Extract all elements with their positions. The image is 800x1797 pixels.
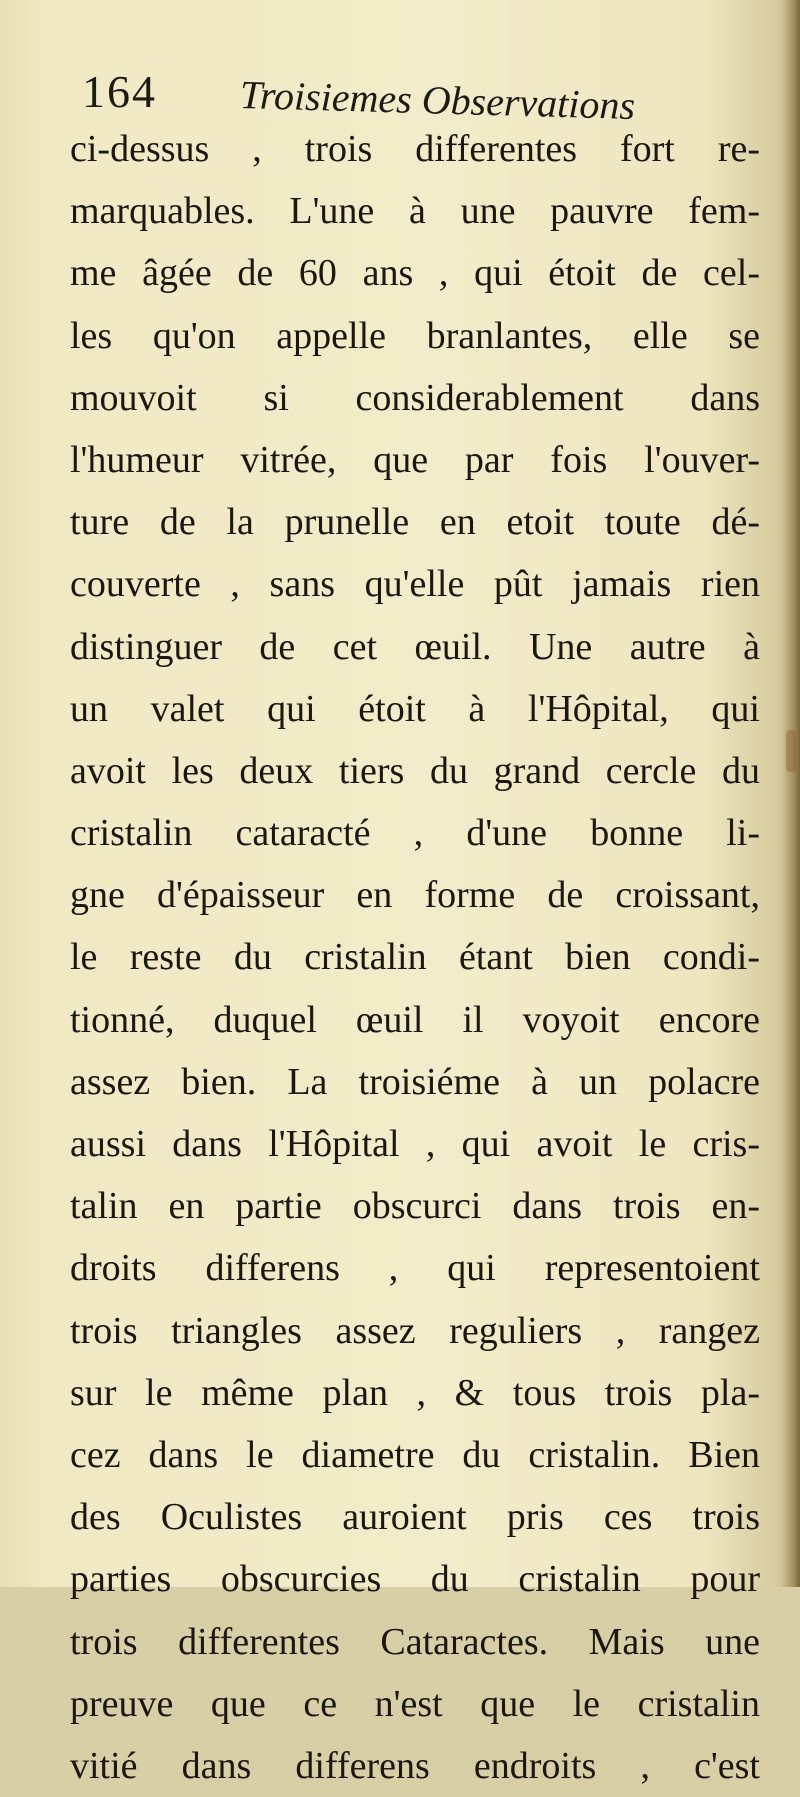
text-line: un valet qui étoit à l'Hôpital, qui bbox=[70, 687, 760, 730]
text-line: gne d'épaisseur en forme de croissant, bbox=[70, 874, 760, 917]
paper-stain bbox=[786, 730, 796, 772]
text-line: mouvoit si considerablement dans bbox=[70, 376, 760, 419]
text-line: ci-dessus , trois differentes fort re- bbox=[70, 128, 760, 170]
text-line: trois triangles assez reguliers , rangez bbox=[70, 1309, 760, 1352]
running-title: Troisiemes Observations bbox=[239, 72, 636, 129]
text-line: vitié dans differens endroits , c'est bbox=[70, 1744, 760, 1787]
text-line: des Oculistes auroient pris ces trois bbox=[70, 1496, 760, 1539]
text-line: talin en partie obscurci dans trois en- bbox=[70, 1185, 760, 1228]
body-text bbox=[70, 118, 760, 1797]
text-line: tionné, duquel œuil il voyoit encore bbox=[70, 998, 760, 1041]
text-line: couverte , sans qu'elle pût jamais rien bbox=[70, 563, 760, 606]
text-line: assez bien. La troisiéme à un polacre bbox=[70, 1060, 760, 1103]
text-line: distinguer de cet œuil. Une autre à bbox=[70, 625, 760, 668]
text-line: ture de la prunelle en etoit toute dé- bbox=[70, 501, 760, 544]
page-edge-shadow bbox=[782, 0, 800, 1587]
text-line: avoit les deux tiers du grand cercle du bbox=[70, 749, 760, 792]
text-line: aussi dans l'Hôpital , qui avoit le cris- bbox=[70, 1123, 760, 1165]
text-line: cez dans le diametre du cristalin. Bien bbox=[70, 1433, 760, 1476]
text-line: parties obscurcies du cristalin pour bbox=[70, 1558, 760, 1601]
text-line: l'humeur vitrée, que par fois l'ouver- bbox=[70, 438, 760, 481]
text-line: droits differens , qui representoient bbox=[70, 1247, 760, 1290]
text-line: cristalin cataracté , d'une bonne li- bbox=[70, 812, 760, 855]
text-line: trois differentes Cataractes. Mais une bbox=[70, 1620, 760, 1663]
text-line: les qu'on appelle branlantes, elle se bbox=[70, 314, 760, 357]
page-number: 164 bbox=[82, 66, 157, 117]
text-line: le reste du cristalin étant bien condi- bbox=[70, 936, 760, 979]
text-line: marquables. L'une à une pauvre fem- bbox=[70, 190, 760, 233]
text-line: sur le même plan , & tous trois pla- bbox=[70, 1371, 760, 1414]
text-line: preuve que ce n'est que le cristalin bbox=[70, 1682, 760, 1725]
text-line: me âgée de 60 ans , qui étoit de cel- bbox=[70, 252, 760, 295]
